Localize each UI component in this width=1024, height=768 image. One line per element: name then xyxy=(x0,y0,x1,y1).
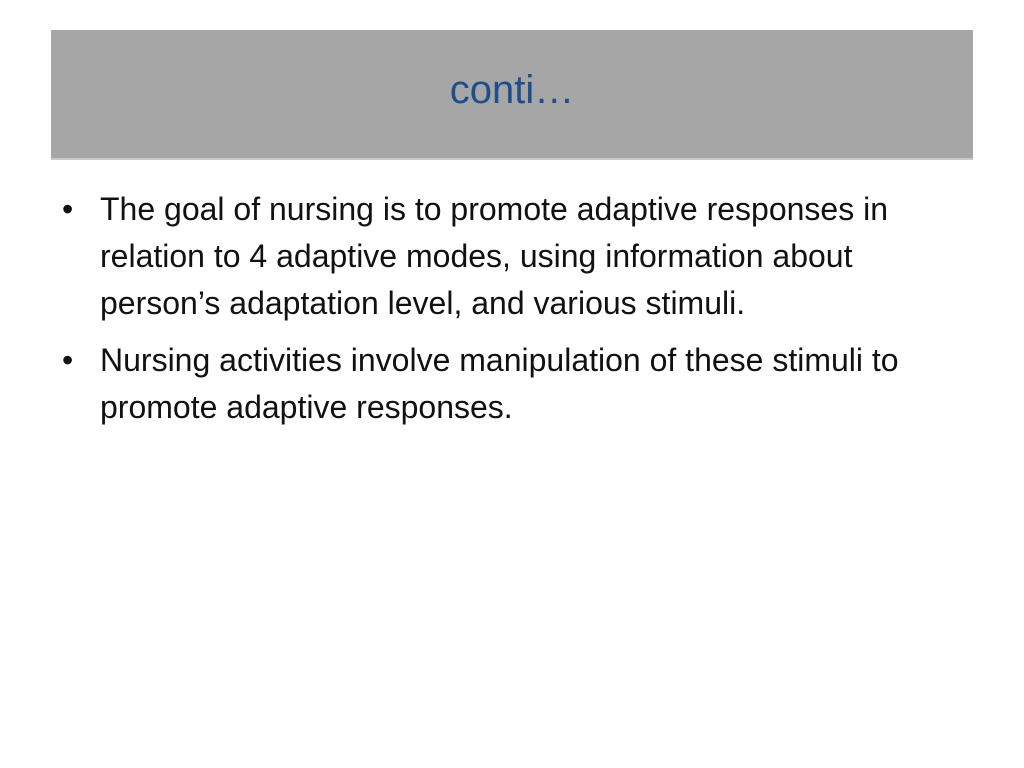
title-bar xyxy=(51,30,973,160)
bullet-dot-icon: • xyxy=(62,191,74,227)
bullet-text: Nursing activities involve manipulation of these stimuli to promote adaptive responses. xyxy=(100,342,899,425)
bullet-dot-icon: • xyxy=(62,342,74,378)
bullet-item xyxy=(58,337,968,431)
bullet-list xyxy=(58,186,968,441)
bullet-item xyxy=(58,186,968,327)
bullet-text: The goal of nursing is to promote adaptive responses in relation to 4 adaptive modes, using information about person’s adaptation level, and various stimuli. xyxy=(100,191,889,321)
slide-title: conti… xyxy=(449,68,575,112)
